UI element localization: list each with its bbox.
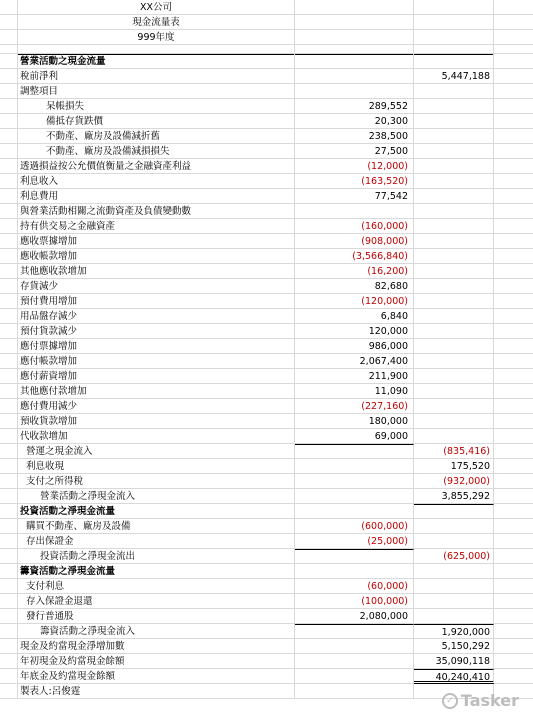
cell[interactable] bbox=[494, 45, 533, 54]
total-amount[interactable] bbox=[414, 594, 494, 609]
total-amount[interactable] bbox=[414, 54, 494, 69]
cell[interactable] bbox=[0, 519, 18, 534]
table-row bbox=[0, 669, 533, 684]
total-amount[interactable] bbox=[414, 249, 494, 264]
cell[interactable] bbox=[414, 30, 494, 45]
header-title-row bbox=[0, 15, 533, 30]
cell[interactable] bbox=[494, 0, 533, 15]
table-row bbox=[0, 534, 533, 549]
row-label[interactable]: 營運之現金流入 bbox=[18, 444, 295, 459]
total-amount[interactable] bbox=[414, 204, 494, 219]
detail-amount[interactable]: 289,552 bbox=[295, 99, 414, 114]
detail-amount[interactable] bbox=[295, 549, 414, 564]
cell[interactable] bbox=[0, 54, 18, 69]
total-amount[interactable]: (625,000) bbox=[414, 549, 494, 564]
cell[interactable] bbox=[0, 489, 18, 504]
cell[interactable] bbox=[494, 159, 533, 174]
cell[interactable] bbox=[0, 639, 18, 654]
cell[interactable] bbox=[494, 639, 533, 654]
detail-amount[interactable]: 986,000 bbox=[295, 339, 414, 354]
detail-amount[interactable] bbox=[295, 444, 414, 459]
total-amount[interactable] bbox=[414, 429, 494, 444]
cell[interactable] bbox=[0, 384, 18, 399]
cell[interactable] bbox=[0, 654, 18, 669]
cell[interactable] bbox=[494, 15, 533, 30]
cell[interactable] bbox=[0, 369, 18, 384]
table-row bbox=[0, 69, 533, 84]
detail-amount[interactable] bbox=[295, 474, 414, 489]
row-label[interactable]: 年底金及約當現金餘額 bbox=[18, 669, 295, 684]
cell[interactable] bbox=[494, 564, 533, 579]
table-row bbox=[0, 159, 533, 174]
detail-amount[interactable]: 27,500 bbox=[295, 144, 414, 159]
total-amount[interactable] bbox=[414, 84, 494, 99]
cell[interactable] bbox=[494, 189, 533, 204]
cell[interactable] bbox=[494, 609, 533, 624]
table-row bbox=[0, 249, 533, 264]
cell[interactable] bbox=[494, 474, 533, 489]
cell[interactable] bbox=[494, 99, 533, 114]
cell[interactable] bbox=[414, 15, 494, 30]
total-amount[interactable]: 5,150,292 bbox=[414, 639, 494, 654]
row-label[interactable]: 稅前淨利 bbox=[18, 69, 295, 84]
row-label[interactable]: 預收貨款增加 bbox=[18, 414, 295, 429]
cell[interactable] bbox=[295, 30, 414, 45]
cell[interactable] bbox=[0, 249, 18, 264]
row-label[interactable]: 其他應付款增加 bbox=[18, 384, 295, 399]
tasker-watermark bbox=[442, 691, 519, 710]
cell[interactable] bbox=[494, 384, 533, 399]
cell[interactable] bbox=[0, 594, 18, 609]
table-row bbox=[0, 384, 533, 399]
row-label[interactable]: 不動產、廠房及設備減折舊 bbox=[18, 129, 295, 144]
total-amount[interactable] bbox=[414, 279, 494, 294]
fiscal-year[interactable]: 999年度 bbox=[18, 30, 295, 45]
table-row bbox=[0, 279, 533, 294]
cell[interactable] bbox=[494, 579, 533, 594]
total-amount[interactable] bbox=[414, 144, 494, 159]
cell[interactable] bbox=[414, 45, 494, 54]
total-amount[interactable] bbox=[414, 414, 494, 429]
cell[interactable] bbox=[0, 549, 18, 564]
detail-amount[interactable]: 11,090 bbox=[295, 384, 414, 399]
row-label[interactable]: 其他應收款增加 bbox=[18, 264, 295, 279]
cell[interactable] bbox=[494, 369, 533, 384]
row-label[interactable]: 用品盤存減少 bbox=[18, 309, 295, 324]
detail-amount[interactable]: (12,000) bbox=[295, 159, 414, 174]
table-row bbox=[0, 654, 533, 669]
row-label[interactable]: 應付費用減少 bbox=[18, 399, 295, 414]
cell[interactable] bbox=[0, 174, 18, 189]
total-amount[interactable] bbox=[414, 534, 494, 549]
table-row bbox=[0, 129, 533, 144]
detail-amount[interactable]: (120,000) bbox=[295, 294, 414, 309]
table-row bbox=[0, 189, 533, 204]
cell[interactable] bbox=[0, 444, 18, 459]
table-row bbox=[0, 459, 533, 474]
cell[interactable] bbox=[0, 354, 18, 369]
cell[interactable] bbox=[494, 414, 533, 429]
header-company-row bbox=[0, 0, 533, 15]
total-amount[interactable] bbox=[414, 294, 494, 309]
cell[interactable] bbox=[0, 294, 18, 309]
row-label[interactable]: 與營業活動相關之流動資產及負債變動數 bbox=[18, 204, 295, 219]
cell[interactable] bbox=[0, 189, 18, 204]
detail-amount[interactable]: 6,840 bbox=[295, 309, 414, 324]
row-label[interactable]: 營業活動之現金流量 bbox=[18, 54, 295, 69]
row-label[interactable]: 存入保證金退還 bbox=[18, 594, 295, 609]
cell[interactable] bbox=[494, 594, 533, 609]
total-amount[interactable] bbox=[414, 579, 494, 594]
table-row bbox=[0, 549, 533, 564]
table-row bbox=[0, 219, 533, 234]
cell[interactable] bbox=[494, 504, 533, 519]
row-label[interactable]: 代收款增加 bbox=[18, 429, 295, 444]
row-label[interactable]: 支付之所得稅 bbox=[18, 474, 295, 489]
table-row bbox=[0, 444, 533, 459]
table-row bbox=[0, 54, 533, 69]
table-row bbox=[0, 414, 533, 429]
cell[interactable] bbox=[0, 339, 18, 354]
row-label[interactable]: 籌資活動之淨現金流入 bbox=[18, 624, 295, 639]
total-amount[interactable] bbox=[414, 264, 494, 279]
row-label[interactable]: 購買不動產、廠房及設備 bbox=[18, 519, 295, 534]
cell[interactable] bbox=[494, 654, 533, 669]
detail-amount[interactable]: 82,680 bbox=[295, 279, 414, 294]
detail-amount[interactable]: 77,542 bbox=[295, 189, 414, 204]
tasker-logo-icon: ✓ bbox=[442, 693, 458, 709]
row-label[interactable]: 現金及約當現金淨增加數 bbox=[18, 639, 295, 654]
cell[interactable] bbox=[18, 45, 295, 54]
detail-amount[interactable] bbox=[295, 639, 414, 654]
cell[interactable] bbox=[0, 324, 18, 339]
total-amount[interactable] bbox=[414, 309, 494, 324]
total-amount[interactable] bbox=[414, 384, 494, 399]
cell[interactable] bbox=[494, 459, 533, 474]
row-label[interactable]: 投資活動之淨現金流量 bbox=[18, 504, 295, 519]
cell[interactable] bbox=[0, 0, 18, 15]
cell[interactable] bbox=[0, 219, 18, 234]
row-label[interactable]: 預付貨款減少 bbox=[18, 324, 295, 339]
cell[interactable] bbox=[0, 129, 18, 144]
total-amount[interactable] bbox=[414, 174, 494, 189]
total-amount[interactable] bbox=[414, 354, 494, 369]
cell[interactable] bbox=[0, 309, 18, 324]
table-row bbox=[0, 519, 533, 534]
table-row bbox=[0, 264, 533, 279]
table-row bbox=[0, 114, 533, 129]
detail-amount[interactable]: 238,500 bbox=[295, 129, 414, 144]
cell[interactable] bbox=[0, 279, 18, 294]
cell[interactable] bbox=[494, 549, 533, 564]
row-label[interactable]: 透過損益按公允價值衡量之金融資產利益 bbox=[18, 159, 295, 174]
header-spacer-row bbox=[0, 45, 533, 54]
detail-amount[interactable] bbox=[295, 54, 414, 69]
table-row bbox=[0, 609, 533, 624]
cell[interactable] bbox=[0, 414, 18, 429]
detail-amount[interactable] bbox=[295, 624, 414, 639]
row-label[interactable]: 發行普通股 bbox=[18, 609, 295, 624]
row-label[interactable]: 持有供交易之金融資產 bbox=[18, 219, 295, 234]
cell[interactable] bbox=[494, 444, 533, 459]
cell[interactable] bbox=[0, 30, 18, 45]
header-year-row bbox=[0, 30, 533, 45]
total-amount[interactable] bbox=[414, 234, 494, 249]
cell[interactable] bbox=[0, 45, 18, 54]
total-amount[interactable] bbox=[414, 369, 494, 384]
statement-rows bbox=[0, 54, 533, 699]
table-row bbox=[0, 84, 533, 99]
table-row bbox=[0, 324, 533, 339]
detail-amount[interactable]: (100,000) bbox=[295, 594, 414, 609]
detail-amount[interactable]: 69,000 bbox=[295, 429, 414, 444]
table-row bbox=[0, 579, 533, 594]
total-amount[interactable] bbox=[414, 564, 494, 579]
total-amount[interactable]: (835,416) bbox=[414, 444, 494, 459]
row-label[interactable]: 應付薪資增加 bbox=[18, 369, 295, 384]
row-label[interactable]: 製表人:呂俊霆 bbox=[18, 684, 295, 699]
detail-amount[interactable]: 120,000 bbox=[295, 324, 414, 339]
detail-amount[interactable]: 20,300 bbox=[295, 114, 414, 129]
total-amount[interactable] bbox=[414, 399, 494, 414]
total-amount[interactable]: 175,520 bbox=[414, 459, 494, 474]
cell[interactable] bbox=[494, 234, 533, 249]
total-amount[interactable] bbox=[414, 159, 494, 174]
cell[interactable] bbox=[0, 684, 18, 699]
cell[interactable] bbox=[0, 99, 18, 114]
row-label[interactable]: 備抵存貨跌價 bbox=[18, 114, 295, 129]
cell[interactable] bbox=[295, 15, 414, 30]
row-label[interactable]: 應付票據增加 bbox=[18, 339, 295, 354]
detail-amount[interactable] bbox=[295, 504, 414, 519]
table-row bbox=[0, 354, 533, 369]
cell[interactable] bbox=[414, 0, 494, 15]
detail-amount[interactable]: 2,067,400 bbox=[295, 354, 414, 369]
cell[interactable] bbox=[0, 69, 18, 84]
cell[interactable] bbox=[494, 114, 533, 129]
cell[interactable] bbox=[494, 279, 533, 294]
detail-amount[interactable]: (160,000) bbox=[295, 219, 414, 234]
table-row bbox=[0, 504, 533, 519]
total-amount[interactable] bbox=[414, 504, 494, 519]
row-label[interactable]: 不動產、廠房及設備減損損失 bbox=[18, 144, 295, 159]
table-row bbox=[0, 234, 533, 249]
total-amount[interactable] bbox=[414, 339, 494, 354]
cell[interactable] bbox=[494, 324, 533, 339]
cell[interactable] bbox=[0, 474, 18, 489]
watermark-text: Tasker bbox=[460, 691, 519, 710]
table-row bbox=[0, 489, 533, 504]
cell[interactable] bbox=[494, 144, 533, 159]
cell[interactable] bbox=[295, 45, 414, 54]
table-row bbox=[0, 399, 533, 414]
cell[interactable] bbox=[0, 459, 18, 474]
cell[interactable] bbox=[0, 504, 18, 519]
table-row bbox=[0, 429, 533, 444]
cell[interactable] bbox=[494, 129, 533, 144]
total-amount[interactable]: (932,000) bbox=[414, 474, 494, 489]
cell[interactable] bbox=[494, 309, 533, 324]
detail-amount[interactable] bbox=[295, 489, 414, 504]
cell[interactable] bbox=[494, 669, 533, 684]
row-label[interactable]: 利息費用 bbox=[18, 189, 295, 204]
table-row bbox=[0, 174, 533, 189]
detail-amount[interactable] bbox=[295, 654, 414, 669]
cell[interactable] bbox=[494, 69, 533, 84]
cell[interactable] bbox=[494, 489, 533, 504]
cell[interactable] bbox=[0, 429, 18, 444]
row-label[interactable]: 預付費用增加 bbox=[18, 294, 295, 309]
table-row bbox=[0, 99, 533, 114]
cell[interactable] bbox=[494, 339, 533, 354]
cell[interactable] bbox=[0, 114, 18, 129]
cell[interactable] bbox=[0, 144, 18, 159]
detail-amount[interactable] bbox=[295, 684, 414, 699]
row-label[interactable]: 利息收入 bbox=[18, 174, 295, 189]
cell[interactable] bbox=[0, 624, 18, 639]
cell[interactable] bbox=[494, 264, 533, 279]
table-row bbox=[0, 564, 533, 579]
cell[interactable] bbox=[494, 249, 533, 264]
total-amount[interactable] bbox=[414, 189, 494, 204]
cell[interactable] bbox=[494, 30, 533, 45]
table-row bbox=[0, 144, 533, 159]
table-row bbox=[0, 594, 533, 609]
total-amount[interactable]: 40,240,410 bbox=[414, 669, 494, 684]
row-label[interactable]: 應付帳款增加 bbox=[18, 354, 295, 369]
row-label[interactable]: 應收帳款增加 bbox=[18, 249, 295, 264]
detail-amount[interactable] bbox=[295, 204, 414, 219]
detail-amount[interactable]: 211,900 bbox=[295, 369, 414, 384]
detail-amount[interactable]: (600,000) bbox=[295, 519, 414, 534]
statement-title[interactable]: 現金流量表 bbox=[18, 15, 295, 30]
row-label[interactable]: 營業活動之淨現金流入 bbox=[18, 489, 295, 504]
total-amount[interactable] bbox=[414, 114, 494, 129]
cell[interactable] bbox=[0, 234, 18, 249]
cell[interactable] bbox=[494, 519, 533, 534]
total-amount[interactable]: 3,855,292 bbox=[414, 489, 494, 504]
row-label[interactable]: 調整項目 bbox=[18, 84, 295, 99]
cell[interactable] bbox=[0, 534, 18, 549]
detail-amount[interactable] bbox=[295, 84, 414, 99]
cell[interactable] bbox=[0, 15, 18, 30]
cell[interactable] bbox=[0, 579, 18, 594]
total-amount[interactable] bbox=[414, 324, 494, 339]
detail-amount[interactable] bbox=[295, 669, 414, 684]
detail-amount[interactable]: (16,200) bbox=[295, 264, 414, 279]
row-label[interactable]: 存出保證金 bbox=[18, 534, 295, 549]
row-label[interactable]: 投資活動之淨現金流出 bbox=[18, 549, 295, 564]
cell[interactable] bbox=[494, 174, 533, 189]
total-amount[interactable] bbox=[414, 519, 494, 534]
detail-amount[interactable] bbox=[295, 459, 414, 474]
cell[interactable] bbox=[494, 294, 533, 309]
table-row bbox=[0, 639, 533, 654]
total-amount[interactable] bbox=[414, 99, 494, 114]
detail-amount[interactable]: (908,000) bbox=[295, 234, 414, 249]
table-row bbox=[0, 624, 533, 639]
cell[interactable] bbox=[0, 204, 18, 219]
row-label[interactable]: 利息收現 bbox=[18, 459, 295, 474]
detail-amount[interactable]: (60,000) bbox=[295, 579, 414, 594]
row-label[interactable]: 應收票據增加 bbox=[18, 234, 295, 249]
cell[interactable] bbox=[0, 264, 18, 279]
row-label[interactable]: 呆帳損失 bbox=[18, 99, 295, 114]
cell[interactable] bbox=[0, 609, 18, 624]
table-row bbox=[0, 369, 533, 384]
row-label[interactable]: 年初現金及約當現金餘額 bbox=[18, 654, 295, 669]
table-row bbox=[0, 309, 533, 324]
cell[interactable] bbox=[494, 54, 533, 69]
company-name[interactable]: XX公司 bbox=[18, 0, 295, 15]
detail-amount[interactable] bbox=[295, 564, 414, 579]
cell[interactable] bbox=[494, 204, 533, 219]
cell[interactable] bbox=[494, 624, 533, 639]
total-amount[interactable] bbox=[414, 219, 494, 234]
total-amount[interactable]: 5,447,188 bbox=[414, 69, 494, 84]
cell[interactable] bbox=[494, 429, 533, 444]
total-amount[interactable]: 35,090,118 bbox=[414, 654, 494, 669]
detail-amount[interactable]: (163,520) bbox=[295, 174, 414, 189]
total-amount[interactable]: 1,920,000 bbox=[414, 624, 494, 639]
cell[interactable] bbox=[494, 399, 533, 414]
cell[interactable] bbox=[0, 84, 18, 99]
detail-amount[interactable]: 180,000 bbox=[295, 414, 414, 429]
table-row bbox=[0, 339, 533, 354]
row-label[interactable]: 支付利息 bbox=[18, 579, 295, 594]
row-label[interactable]: 籌資活動之淨現金流量 bbox=[18, 564, 295, 579]
cell[interactable] bbox=[494, 354, 533, 369]
cell[interactable] bbox=[0, 399, 18, 414]
cell[interactable] bbox=[494, 219, 533, 234]
total-amount[interactable] bbox=[414, 609, 494, 624]
cell[interactable] bbox=[494, 534, 533, 549]
row-label[interactable]: 存貨減少 bbox=[18, 279, 295, 294]
table-row bbox=[0, 294, 533, 309]
cell[interactable] bbox=[0, 669, 18, 684]
detail-amount[interactable]: 2,080,000 bbox=[295, 609, 414, 624]
cell[interactable] bbox=[295, 0, 414, 15]
cell[interactable] bbox=[0, 159, 18, 174]
total-amount[interactable] bbox=[414, 129, 494, 144]
detail-amount[interactable]: (25,000) bbox=[295, 534, 414, 549]
detail-amount[interactable]: (3,566,840) bbox=[295, 249, 414, 264]
cell[interactable] bbox=[0, 564, 18, 579]
table-row bbox=[0, 474, 533, 489]
detail-amount[interactable] bbox=[295, 69, 414, 84]
table-row bbox=[0, 204, 533, 219]
detail-amount[interactable]: (227,160) bbox=[295, 399, 414, 414]
cell[interactable] bbox=[494, 84, 533, 99]
